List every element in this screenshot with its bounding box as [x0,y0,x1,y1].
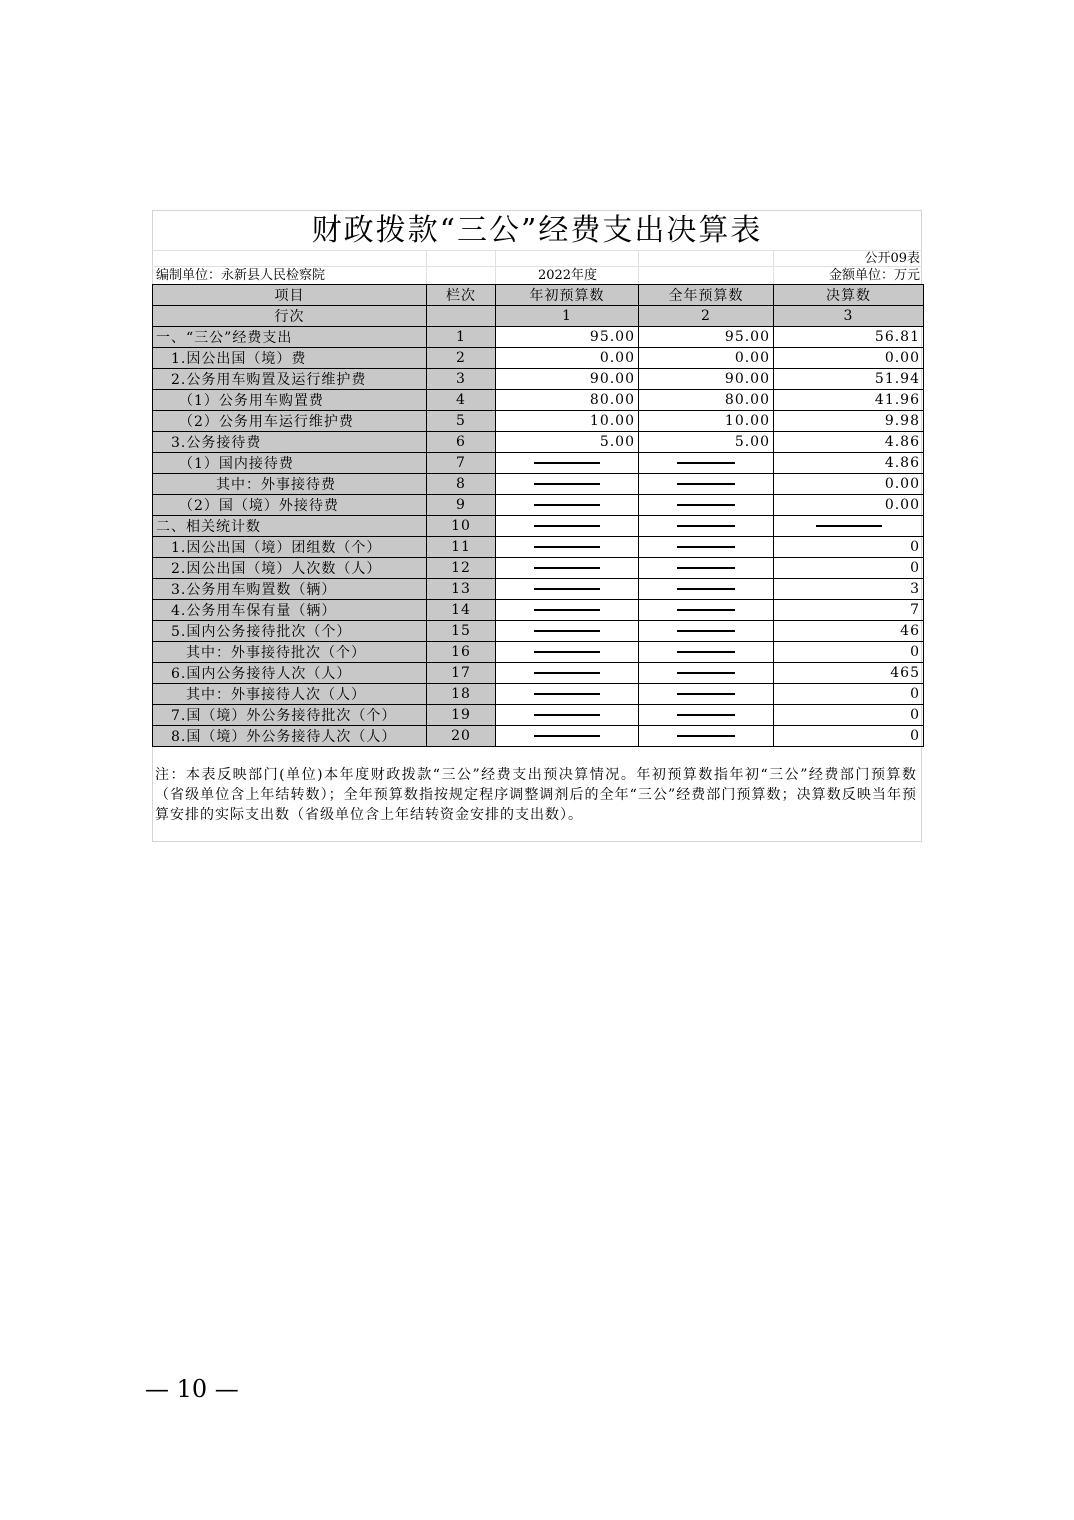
header-final-accounts: 决算数 [774,285,924,306]
row-label: 其中：外事接待批次（个） [153,642,427,663]
table-row [153,411,924,432]
row-label: 3.公务用车购置数（辆） [153,579,427,600]
line-number-row [153,306,924,327]
row-final-accounts: 465 [774,663,924,684]
row-line-no: 6 [427,432,496,453]
row-initial-budget [496,516,639,537]
row-final-accounts: 41.96 [774,390,924,411]
table-row [153,621,924,642]
not-applicable-dash [677,630,735,632]
row-annual-budget [639,558,774,579]
row-initial-budget: 0.00 [496,348,639,369]
not-applicable-dash [677,588,735,590]
line-col-2: 2 [639,306,774,327]
row-final-accounts: 56.81 [774,327,924,348]
not-applicable-dash [677,504,735,506]
row-label: 1.因公出国（境）团组数（个） [153,537,427,558]
row-annual-budget: 80.00 [639,390,774,411]
row-initial-budget: 95.00 [496,327,639,348]
not-applicable-dash [677,525,735,527]
not-applicable-dash [534,462,600,464]
row-label: 其中：外事接待人次（人） [153,684,427,705]
row-initial-budget [496,558,639,579]
fiscal-year: 2022年度 [537,268,598,283]
row-annual-budget: 95.00 [639,327,774,348]
table-header-row [153,285,924,306]
row-annual-budget [639,537,774,558]
table-row [153,432,924,453]
not-applicable-dash [534,630,600,632]
row-line-no: 12 [427,558,496,579]
table-row [153,516,924,537]
row-annual-budget: 10.00 [639,411,774,432]
not-applicable-dash [534,672,600,674]
row-annual-budget [639,453,774,474]
row-initial-budget [496,684,639,705]
row-final-accounts: 4.86 [774,453,924,474]
row-label: 6.国内公务接待人次（人） [153,663,427,684]
row-line-no: 17 [427,663,496,684]
row-initial-budget [496,453,639,474]
row-initial-budget: 5.00 [496,432,639,453]
row-initial-budget [496,600,639,621]
row-initial-budget: 90.00 [496,369,639,390]
row-final-accounts: 0 [774,642,924,663]
table-row [153,390,924,411]
not-applicable-dash [677,693,735,695]
table-row [153,684,924,705]
row-final-accounts: 46 [774,621,924,642]
header-column-no: 栏次 [427,285,496,306]
row-final-accounts: 0 [774,537,924,558]
row-final-accounts [774,516,924,537]
table-row [153,348,924,369]
row-line-no: 5 [427,411,496,432]
row-label: （2）国（境）外接待费 [153,495,427,516]
row-initial-budget: 80.00 [496,390,639,411]
row-annual-budget [639,516,774,537]
row-label: （1）国内接待费 [153,453,427,474]
row-final-accounts: 4.86 [774,432,924,453]
row-initial-budget [496,495,639,516]
row-final-accounts: 0 [774,726,924,747]
row-line-no: 11 [427,537,496,558]
row-final-accounts: 0 [774,705,924,726]
not-applicable-dash [534,714,600,716]
row-annual-budget [639,474,774,495]
row-line-no: 2 [427,348,496,369]
row-line-no: 20 [427,726,496,747]
row-line-no: 1 [427,327,496,348]
not-applicable-dash [534,546,600,548]
row-final-accounts: 3 [774,579,924,600]
row-line-no: 18 [427,684,496,705]
not-applicable-dash [534,651,600,653]
not-applicable-dash [534,588,600,590]
row-line-no: 7 [427,453,496,474]
row-label: 其中：外事接待费 [153,474,427,495]
table-row [153,705,924,726]
row-annual-budget [639,684,774,705]
not-applicable-dash [677,651,735,653]
row-annual-budget: 5.00 [639,432,774,453]
row-line-no: 19 [427,705,496,726]
not-applicable-dash [677,546,735,548]
table-row [153,453,924,474]
not-applicable-dash [534,735,600,737]
not-applicable-dash [677,462,735,464]
not-applicable-dash [534,483,600,485]
amount-unit: 金额单位：万元 [828,268,920,283]
row-line-no: 13 [427,579,496,600]
line-row-label: 行次 [153,306,427,327]
report-title: 财政拨款“三公”经费支出决算表 [311,213,763,248]
not-applicable-dash [534,567,600,569]
row-annual-budget: 90.00 [639,369,774,390]
row-annual-budget [639,663,774,684]
row-initial-budget [496,579,639,600]
table-row [153,642,924,663]
row-initial-budget [496,537,639,558]
table-row [153,474,924,495]
table-row [153,600,924,621]
expense-table [152,284,924,747]
row-initial-budget [496,474,639,495]
not-applicable-dash [677,609,735,611]
row-line-no: 4 [427,390,496,411]
row-initial-budget [496,705,639,726]
row-annual-budget [639,705,774,726]
row-line-no: 9 [427,495,496,516]
row-final-accounts: 7 [774,600,924,621]
line-col-1: 1 [496,306,639,327]
not-applicable-dash [534,525,600,527]
row-line-no: 16 [427,642,496,663]
not-applicable-dash [677,672,735,674]
row-label: 一、“三公”经费支出 [153,327,427,348]
row-initial-budget [496,642,639,663]
table-row [153,663,924,684]
table-row [153,726,924,747]
not-applicable-dash [677,483,735,485]
row-line-no: 3 [427,369,496,390]
line-col-3: 3 [774,306,924,327]
row-final-accounts: 51.94 [774,369,924,390]
table-row [153,327,924,348]
header-annual-budget: 全年预算数 [639,285,774,306]
page-number: — 10 — [145,1375,239,1403]
not-applicable-dash [677,735,735,737]
table-row [153,369,924,390]
table-row [153,537,924,558]
row-initial-budget: 10.00 [496,411,639,432]
row-final-accounts: 0.00 [774,474,924,495]
row-final-accounts: 0 [774,558,924,579]
row-line-no: 15 [427,621,496,642]
header-item: 项目 [153,285,427,306]
not-applicable-dash [534,504,600,506]
line-row-empty [427,306,496,327]
row-label: 8.国（境）外公务接待人次（人） [153,726,427,747]
row-label: 3.公务接待费 [153,432,427,453]
row-line-no: 8 [427,474,496,495]
not-applicable-dash [677,714,735,716]
row-label: 2.公务用车购置及运行维护费 [153,369,427,390]
row-annual-budget [639,600,774,621]
row-annual-budget [639,579,774,600]
not-applicable-dash [534,609,600,611]
row-label: 4.公务用车保有量（辆） [153,600,427,621]
row-label: 5.国内公务接待批次（个） [153,621,427,642]
table-row [153,495,924,516]
header-initial-budget: 年初预算数 [496,285,639,306]
table-row [153,558,924,579]
row-annual-budget [639,726,774,747]
row-initial-budget [496,726,639,747]
not-applicable-dash [677,567,735,569]
row-annual-budget [639,621,774,642]
not-applicable-dash [816,525,882,527]
row-label: （2）公务用车运行维护费 [153,411,427,432]
not-applicable-dash [534,693,600,695]
table-row [153,579,924,600]
row-label: 二、相关统计数 [153,516,427,537]
row-annual-budget [639,642,774,663]
row-annual-budget [639,495,774,516]
row-line-no: 10 [427,516,496,537]
row-initial-budget [496,663,639,684]
row-final-accounts: 0.00 [774,495,924,516]
row-label: 2.因公出国（境）人次数（人） [153,558,427,579]
row-final-accounts: 9.98 [774,411,924,432]
row-final-accounts: 0 [774,684,924,705]
row-annual-budget: 0.00 [639,348,774,369]
form-code: 公开09表 [864,251,920,266]
row-label: 7.国（境）外公务接待批次（个） [153,705,427,726]
row-label: （1）公务用车购置费 [153,390,427,411]
row-line-no: 14 [427,600,496,621]
table-note: 注：本表反映部门(单位)本年度财政拨款“三公”经费支出预决算情况。年初预算数指年初“三公”经费部门预算数（省级单位含上年结转数）；全年预算数指按规定程序调整调剂后的全年“三公”经费部门预算数；决算数反映当年预算安排的实际支出数（省级单位含上年结转资金安排的支出数）。 [155,767,917,823]
row-initial-budget [496,621,639,642]
row-final-accounts: 0.00 [774,348,924,369]
row-label: 1.因公出国（境）费 [153,348,427,369]
compiling-unit: 编制单位：永新县人民检察院 [156,268,326,283]
